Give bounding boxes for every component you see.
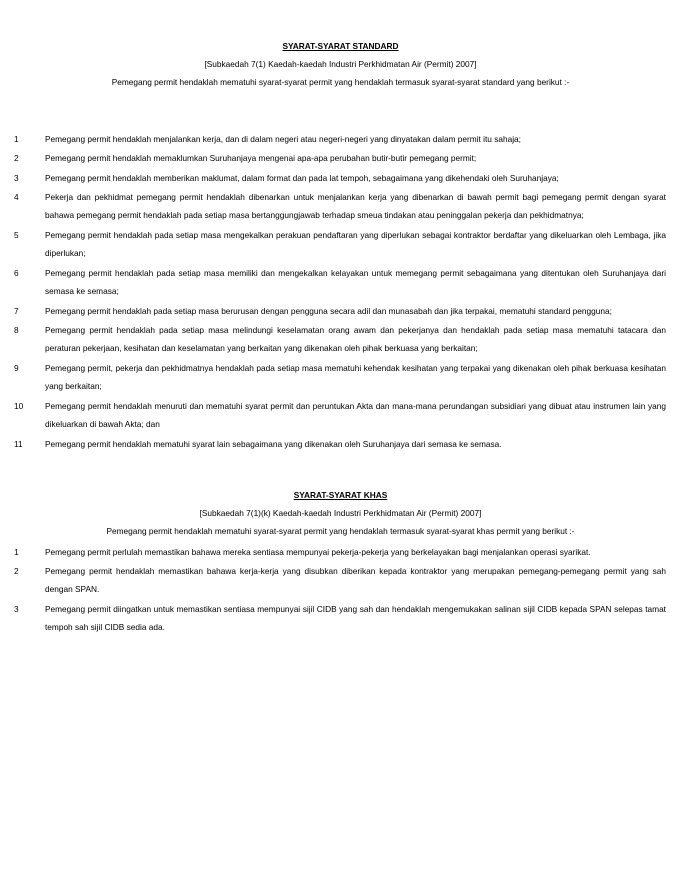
item-text: Pemegang permit hendaklah menuruti dan mematuhi syarat permit dan peruntukan Akta dan mana-mana perundangan subsidiari yang dibuat atau instrumen lain yang dikeluarkan di bawah Akta; dan	[45, 400, 666, 430]
item-number: 2	[14, 153, 19, 163]
special-title: SYARAT-SYARAT KHAS	[293, 490, 388, 500]
item-text: Pemegang permit hendaklah mematuhi syarat lain sebagaimana yang dikenakan oleh Suruhanjaya dari semasa ke semasa.	[45, 438, 502, 449]
standard-title: SYARAT-SYARAT STANDARD	[282, 41, 399, 51]
item-number: 11	[14, 439, 23, 449]
standard-reference-row	[0, 58, 681, 70]
special-intro-row	[0, 525, 681, 537]
standard-reference: [Subkaedah 7(1) Kaedah-kaedah Industri Perkhidmatan Air (Permit) 2007]	[204, 59, 477, 69]
item-number: 7	[14, 306, 19, 316]
item-number: 1	[14, 547, 19, 557]
item-number: 3	[14, 173, 19, 183]
item-text: Pemegang permit hendaklah pada setiap masa mengekalkan perakuan pendaftaran yang diperlukan sebagai kontraktor berdaftar yang dikeluarkan oleh Lembaga, jika diperlukan;	[45, 229, 666, 259]
item-text: Pemegang permit hendaklah memastikan bahawa kerja-kerja yang disubkan diberikan kepada kontraktor yang merupakan pemegang-pemegang permit yang sah dengan SPAN.	[45, 565, 666, 595]
item-text: Pemegang permit hendaklah memberikan maklumat, dalam format dan pada lat tempoh, sebagaimana yang dikehendaki oleh Suruhanjaya;	[45, 172, 559, 183]
standard-conditions-section	[0, 40, 681, 52]
standard-intro: Pemegang permit hendaklah mematuhi syarat-syarat permit yang hendaklah termasuk syarat-syarat standard yang berikut :-	[111, 77, 570, 87]
item-number: 3	[14, 604, 19, 614]
item-text: Pemegang permit perlulah memastikan bahawa mereka sentiasa mempunyai pekerja-pekerja yang berkelayakan bagi menjalankan operasi syarikat.	[45, 546, 591, 557]
special-reference-row	[0, 507, 681, 519]
item-number: 4	[14, 192, 19, 202]
item-number: 10	[14, 401, 24, 411]
standard-intro-row	[0, 76, 681, 88]
item-number: 1	[14, 134, 19, 144]
item-number: 2	[14, 566, 19, 576]
item-text: Pemegang permit hendaklah memaklumkan Suruhanjaya mengenai apa-apa perubahan butir-butir pemegang permit;	[45, 152, 477, 163]
item-number: 6	[14, 268, 19, 278]
item-number: 5	[14, 230, 19, 240]
item-number: 9	[14, 363, 19, 373]
item-text: Pemegang permit hendaklah pada setiap masa berurusan dengan pengguna secara adil dan munasabah dan jika terpakai, mematuhi standard pengguna;	[45, 305, 612, 316]
item-text: Pemegang permit, pekerja dan pekhidmatnya hendaklah pada setiap masa mematuhi kehendak kesihatan yang terpakai yang dikenakan oleh pihak berkuasa kesihatan yang berkaitan;	[45, 362, 666, 392]
item-text: Pemegang permit hendaklah menjalankan kerja, dan di dalam negeri atau negeri-negeri yang dinyatakan dalam permit itu sahaja;	[45, 133, 521, 144]
item-text: Pemegang permit hendaklah pada setiap masa melindungi keselamatan orang awam dan pekerjanya dan hendaklah pada setiap masa mematuhi tatacara dan peraturan pekerjaan, kesihatan dan keselamatan yang berkaitan yang dikenakan oleh pihak berkuasa yang berkaitan;	[45, 324, 666, 354]
item-text: Pekerja dan pekhidmat pemegang permit hendaklah dibenarkan untuk menjalankan kerja yang dibenarkan di bawah permit bagi pemegang permit dengan syarat bahawa pemegang permit hendaklah pada setiap masa bertanggungjawab terhadap smeua tindakan atau peninggalan pekerja dan pekhidmatnya;	[45, 191, 666, 221]
special-intro: Pemegang permit hendaklah mematuhi syarat-syarat permit yang hendaklah termasuk syarat-syarat khas permit yang berikut :-	[106, 526, 575, 536]
item-text: Pemegang permit diingatkan untuk memastikan sentiasa mempunyai sijil CIDB yang sah dan hendaklah mengemukakan salinan sijil CIDB kepada SPAN selepas tamat tempoh sah sijil CIDB sedia ada.	[45, 603, 666, 633]
special-reference: [Subkaedah 7(1)(k) Kaedah-kaedah Industri Perkhidmatan Air (Permit) 2007]	[199, 508, 482, 518]
item-text: Pemegang permit hendaklah pada setiap masa memiliki dan mengekalkan kelayakan untuk memegang permit sebagaimana yang ditentukan oleh Suruhanjaya dari semasa ke semasa;	[45, 267, 666, 297]
special-conditions-section	[0, 489, 681, 501]
item-number: 8	[14, 325, 19, 335]
